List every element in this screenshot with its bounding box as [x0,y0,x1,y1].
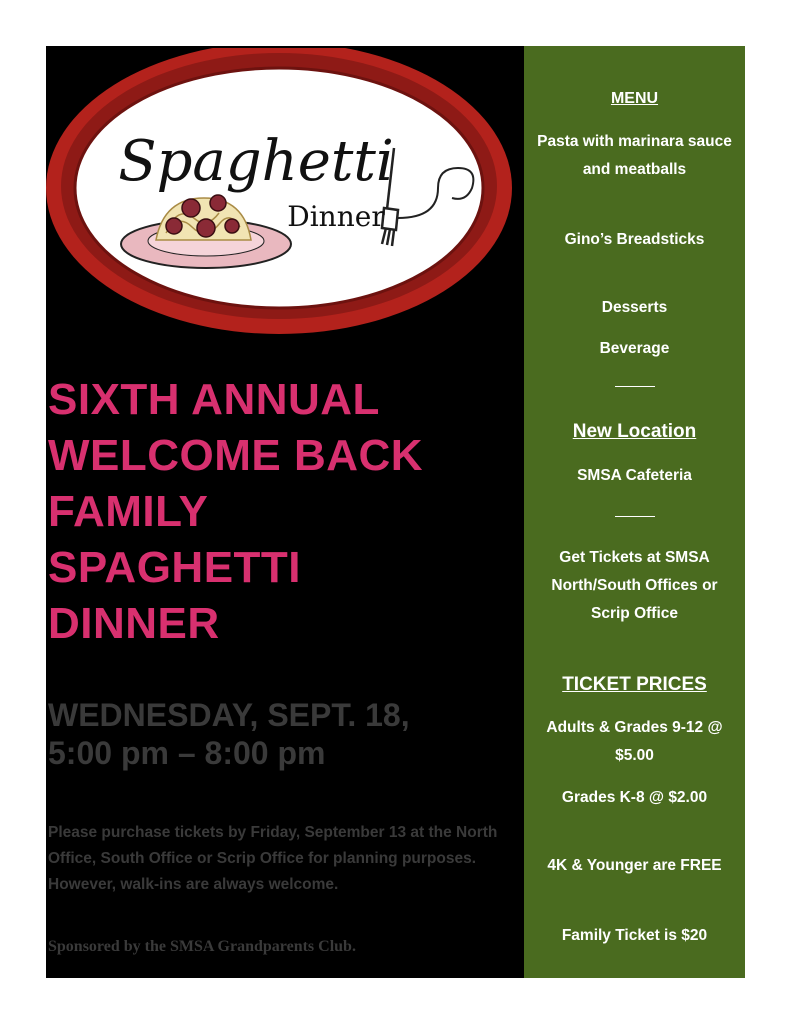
event-datetime [48,696,524,772]
event-time: 5:00 pm – 8:00 pm [48,735,326,771]
location-text: SMSA Cafeteria [577,467,692,484]
menu-item: Desserts [601,299,668,316]
menu-item: Beverage [599,340,670,357]
headline-line: SIXTH ANNUAL [48,375,380,424]
headline-line: DINNER [48,599,220,648]
divider [532,516,737,517]
location-heading: New Location [572,421,697,442]
menu-heading: MENU [610,90,659,107]
divider [532,386,737,387]
price-item: Family Ticket is $20 [561,927,708,944]
logo-script-text: Spaghetti [118,129,394,194]
menu-item: Pasta with marinara sauce and meatballs [537,133,732,178]
main-panel [46,46,524,978]
prices-heading: TICKET PRICES [562,674,707,695]
tickets-info: Get Tickets at SMSA North/South Offices or Scrip Office [551,549,718,622]
headline-line: FAMILY [48,487,209,536]
price-item: Adults & Grades 9-12 @ $5.00 [546,719,723,764]
event-date: WEDNESDAY, SEPT. 18, [48,697,410,733]
sponsor-line: Sponsored by the SMSA Grandparents Club. [48,938,356,955]
purchase-info: Please purchase tickets by Friday, September 13 at the North Office, South Office or Scrip Office for planning purposes. However, walk-ins are always welcome. [48,824,498,893]
event-headline [48,372,518,652]
headline-line: WELCOME BACK [48,431,424,480]
sidebar-panel [524,46,745,978]
menu-item: Gino’s Breadsticks [564,231,705,248]
logo-sub-text: Dinner [287,200,385,233]
price-item: 4K & Younger are FREE [547,857,722,874]
price-item: Grades K-8 @ $2.00 [561,789,708,806]
spaghetti-dinner-logo [46,48,524,340]
headline-line: SPAGHETTI [48,543,302,592]
